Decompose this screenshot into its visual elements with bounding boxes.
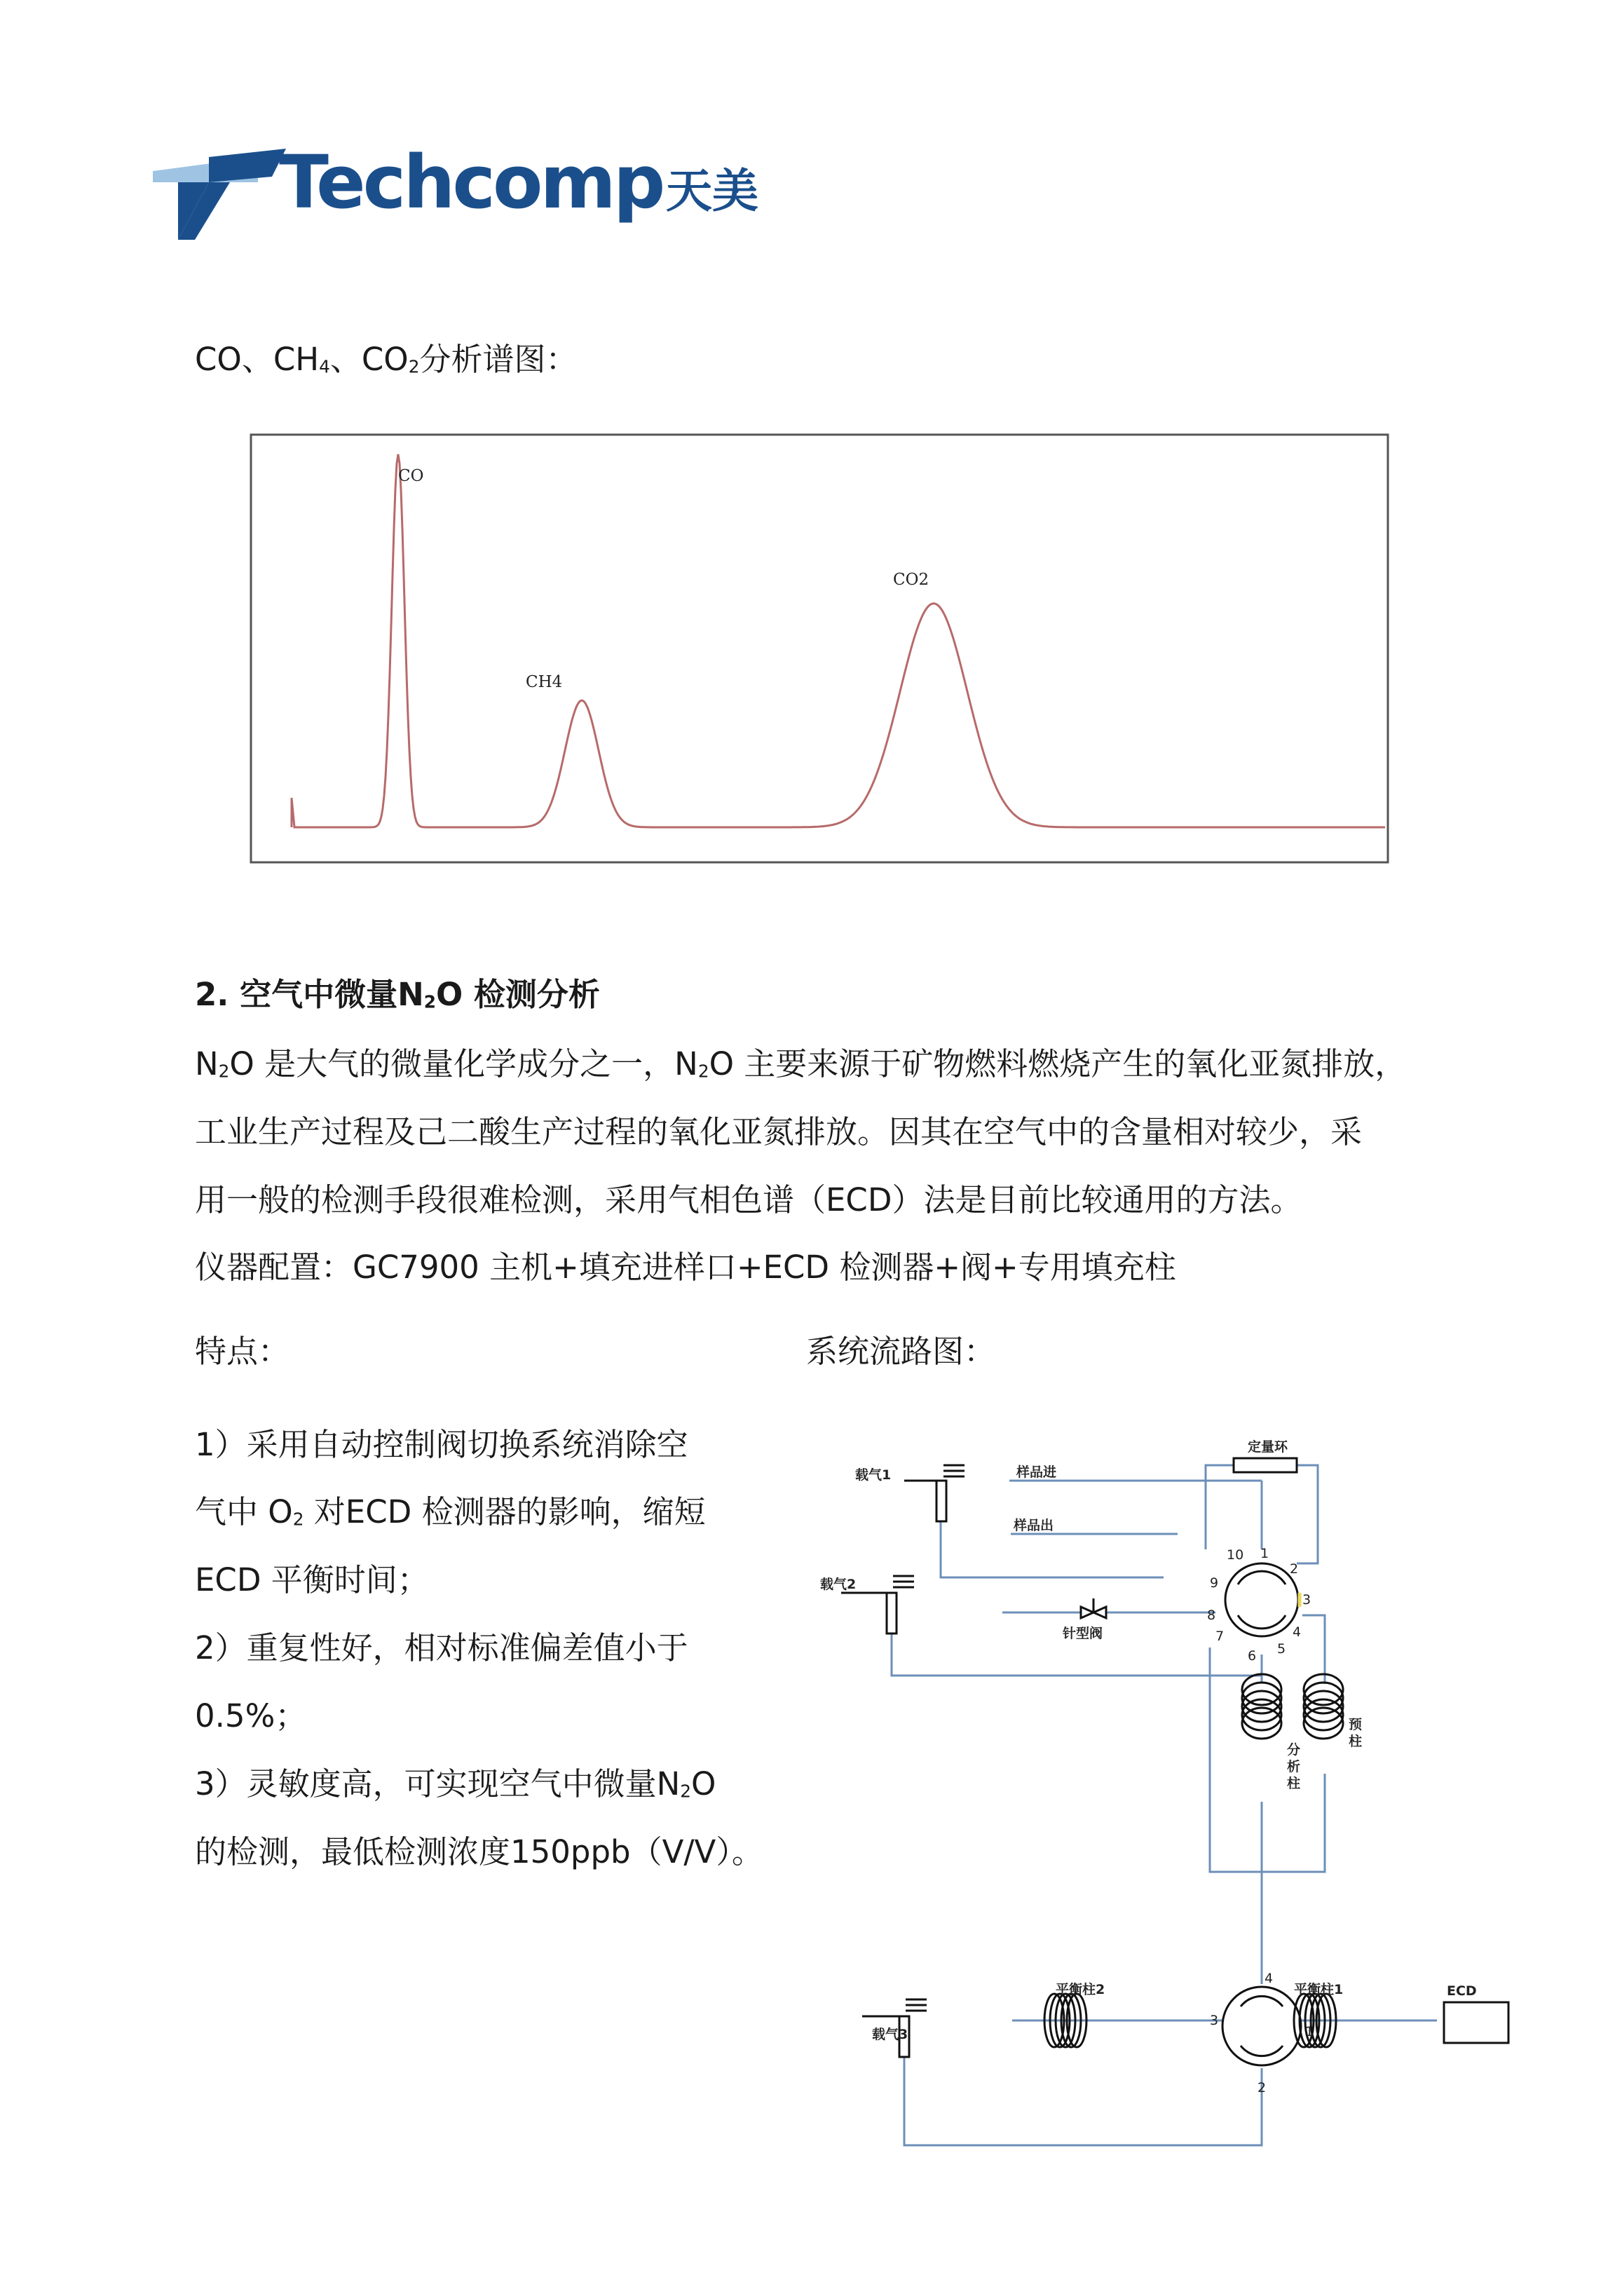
precolumn-label-2: 柱: [1349, 1734, 1363, 1749]
port-10-2: 2: [1290, 1561, 1299, 1577]
sample-loop-label: 定量环: [1248, 1439, 1288, 1455]
ten-port-valve: [1225, 1563, 1300, 1636]
feature-line-4: 2）重复性好，相对标准偏差值小于: [195, 1629, 688, 1666]
four-port-valve: [1222, 1987, 1301, 2065]
instrument-config: 仪器配置：GC7900 主机+填充进样口+ECD 检测器+阀+专用填充柱: [195, 1249, 1176, 1286]
ecd-label: ECD: [1447, 1983, 1477, 1999]
paragraph-line-3: 用一般的检测手段很难检测，采用气相色谱（ECD）法是目前比较通用的方法。: [195, 1181, 1302, 1218]
logo-chinese-text: 天美: [666, 164, 758, 218]
carrier-gas-2-label: 载气2: [820, 1577, 857, 1592]
port-10-1: 1: [1260, 1546, 1269, 1561]
feature-line-6: 3）灵敏度高，可实现空气中微量$N_2O$: [195, 1765, 716, 1802]
port-4-3: 3: [1210, 2013, 1219, 2028]
port-10-10: 10: [1227, 1547, 1244, 1563]
port-4-2: 2: [1258, 2080, 1267, 2095]
precolumn: [1304, 1674, 1343, 1739]
port-10-8: 8: [1207, 1608, 1216, 1623]
flow-diagram: [813, 1409, 1521, 2152]
precolumn-label-1: 预: [1349, 1717, 1363, 1732]
feature-line-7: 的检测，最低检测浓度150ppb（V/V）。: [195, 1833, 763, 1870]
analytical-column-label-1: 分: [1287, 1742, 1301, 1758]
feature-line-5: 0.5%；: [195, 1697, 307, 1734]
analytical-column-label-2: 析: [1287, 1759, 1301, 1774]
flow-lines: [892, 1465, 1437, 2145]
port-10-7: 7: [1215, 1629, 1225, 1644]
analytical-column: [1242, 1674, 1281, 1739]
paragraph-line-2: 工业生产过程及己二酸生产过程的氧化亚氮排放。因其在空气中的含量相对较少，采: [195, 1113, 1363, 1150]
sample-out-label: 样品出: [1014, 1518, 1054, 1533]
carrier-gas-3-label: 载气3: [872, 2027, 908, 2042]
needle-valve-icon: [1081, 1598, 1106, 1618]
port-10-3: 3: [1302, 1592, 1311, 1608]
balance-column-2-label: 平衡柱2: [1056, 1982, 1105, 1997]
port-10-5: 5: [1277, 1641, 1286, 1657]
feature-line-1: 1）采用自动控制阀切换系统消除空: [195, 1426, 688, 1463]
peak-label-co2: CO2: [893, 571, 929, 589]
carrier-gas-1-label: 载气1: [855, 1467, 892, 1483]
analytical-column-label-3: 柱: [1287, 1776, 1301, 1791]
flow-diagram-title: 系统流路图：: [806, 1333, 996, 1370]
features-title: 特点：: [195, 1333, 290, 1370]
feature-line-3: ECD 平衡时间；: [195, 1561, 429, 1598]
sample-in-label: 样品进: [1016, 1465, 1057, 1480]
paragraph-line-1: $N_2O$ 是大气的微量化学成分之一，$N_2O$ 主要来源于矿物燃料燃烧产生的氧化亚氮排放，: [195, 1045, 1407, 1082]
techcomp-logo-mark: [153, 149, 286, 240]
port-4-1: 1: [1305, 2024, 1314, 2039]
peak-label-co: CO: [398, 467, 424, 485]
sample-loop: [1234, 1458, 1297, 1472]
needle-valve-label: 针型阀: [1063, 1626, 1103, 1641]
balance-column-1-label: 平衡柱1: [1294, 1982, 1344, 1997]
carrier-gas-1: [904, 1465, 965, 1521]
logo-brand-text: Techcomp: [279, 140, 663, 225]
feature-line-2: 气中 $O_2$ 对ECD 检测器的影响，缩短: [195, 1493, 706, 1530]
port-4-4: 4: [1265, 1971, 1274, 1986]
chromatogram-caption: CO、$CH_4$、$CO_2$分析谱图：: [195, 341, 578, 378]
port-10-9: 9: [1210, 1575, 1219, 1591]
port-10-6: 6: [1248, 1648, 1257, 1664]
ecd-detector: [1444, 2002, 1508, 2043]
chromatogram-chart: [250, 433, 1392, 868]
port-10-4: 4: [1293, 1624, 1302, 1640]
chart-frame: [251, 435, 1388, 862]
peak-label-ch4: CH4: [526, 673, 563, 691]
section-heading: 2. 空气中微量$N_2O$ 检测分析: [195, 976, 600, 1013]
